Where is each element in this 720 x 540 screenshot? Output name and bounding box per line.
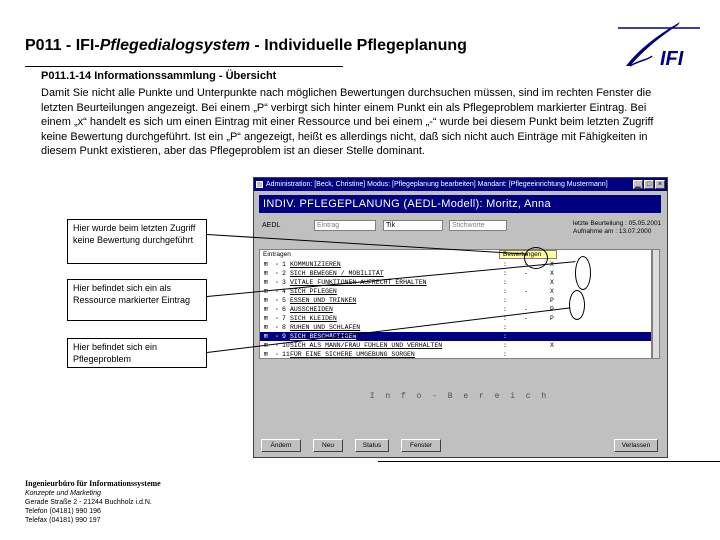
item-number: 10	[282, 342, 290, 349]
expand-icon[interactable]: ⊞	[264, 270, 268, 277]
list-item[interactable]	[260, 323, 651, 332]
entry-checkbox[interactable]: ▫	[275, 351, 279, 358]
expand-icon[interactable]: ⊞	[264, 279, 268, 286]
footer-phone: Telefon (04181) 990 196	[25, 508, 101, 515]
close-icon[interactable]: ×	[655, 180, 665, 189]
aedl-list	[259, 249, 652, 359]
item-label: SICH KLEIDEN	[290, 315, 337, 322]
item-label: SICH ALS MANN/FRAU FÜHLEN UND VERHALTEN	[290, 342, 443, 349]
item-separator: :	[503, 288, 507, 295]
highlight-circle-resource	[575, 256, 591, 290]
list-scrollbar[interactable]	[652, 249, 660, 359]
last-evaluation-date: letzte Beurteilung : 05.05.2001	[573, 220, 662, 227]
item-label: AUSSCHEIDEN	[290, 306, 333, 313]
evaluation-mark: P	[550, 297, 554, 304]
expand-icon[interactable]: ⊞	[264, 315, 268, 322]
item-separator: :	[503, 279, 507, 286]
expand-icon[interactable]: ⊞	[264, 297, 268, 304]
window-controls	[633, 180, 665, 189]
item-number: 9	[282, 333, 286, 340]
expand-icon[interactable]: ⊞	[264, 261, 268, 268]
item-separator: :	[503, 261, 507, 268]
ifi-logo	[618, 16, 700, 70]
item-number: 6	[282, 306, 286, 313]
item-number: 2	[282, 270, 286, 277]
body-paragraph: Damit Sie nicht alle Punkte und Unterpunkte nach möglichen Bewertungen durchsuchen müssen, sind im rechten Fenster die letzten Beurteilungen angezeigt. Bei einem „P“ verbirgt sich hinter einem Punkt ein als Pflegeproblem markierter Eintrag. Bei einem „x“ handelt es sich um einen Eintrag mit einer Ressource und bei einem „-“ wurde bei diesem Punkt beim letzten Zugriff keine Bewertung durchgeführt. Ist ein „P“ angezeigt, heißt es allerdings nicht, daß sich nicht auch Einträge mit Fähigkeiten in diesem Punkt existieren, aber das Pflegeproblem ist an dieser Stelle dominant.	[41, 87, 654, 157]
item-separator: :	[503, 324, 507, 331]
item-separator: :	[503, 270, 507, 277]
item-separator: :	[503, 315, 507, 322]
list-item[interactable]	[260, 350, 651, 359]
system-menu-icon[interactable]	[256, 181, 263, 188]
item-label: RUHEN UND SCHLAFEN	[290, 324, 361, 331]
callout-resource: Hier befindet sich ein als Ressource markierter Eintrag	[67, 279, 207, 321]
edit-button[interactable]: Ändern	[261, 439, 301, 452]
item-label: VITALE FUNKTIONEN AUFRECHT ERHALTEN	[290, 279, 427, 286]
list-item[interactable]	[260, 332, 651, 341]
entry-checkbox[interactable]: ▫	[275, 261, 279, 268]
footer-address: Gerade Straße 2 - 21244 Buchholz i.d.N.	[25, 499, 152, 506]
list-item[interactable]	[260, 260, 651, 269]
item-label: KOMMUNIZIEREN	[290, 261, 341, 268]
expand-icon[interactable]: ⊞	[264, 351, 268, 358]
tik-input[interactable]: Tik	[383, 220, 443, 231]
expand-icon[interactable]: ⊞	[264, 342, 268, 349]
button-bar	[259, 439, 661, 453]
item-label: ESSEN UND TRINKEN	[290, 297, 357, 304]
aedl-label: AEDL	[262, 222, 281, 229]
last-evaluation-mark: -	[524, 315, 528, 322]
info-area-label: I n f o - B e r e i c h	[369, 392, 550, 401]
entry-input[interactable]: Eintrag	[314, 220, 376, 231]
entry-checkbox[interactable]: ▫	[275, 279, 279, 286]
section-heading: P011.1-14 Informationssammlung - Übersicht	[41, 70, 277, 82]
entry-checkbox[interactable]: ▫	[275, 306, 279, 313]
app-window	[253, 177, 668, 458]
entry-checkbox[interactable]: ▫	[275, 324, 279, 331]
logo-text: IFI	[660, 48, 684, 70]
entry-checkbox[interactable]: ▫	[275, 270, 279, 277]
info-area	[259, 362, 660, 437]
item-label: SICH PFLEGEN	[290, 288, 337, 295]
item-separator: :	[503, 342, 507, 349]
expand-icon[interactable]: ⊞	[264, 333, 268, 340]
item-label: SICH BESCHÄFTIGEN	[290, 333, 357, 340]
entry-checkbox[interactable]: ▫	[275, 297, 279, 304]
item-number: 1	[282, 261, 286, 268]
item-number: 5	[282, 297, 286, 304]
footer	[25, 478, 161, 525]
evaluation-mark: X	[550, 342, 554, 349]
item-separator: :	[503, 297, 507, 304]
app-client-area	[257, 193, 664, 455]
footer-fax: Telefax (04181) 990 197	[25, 517, 101, 524]
window-titlebar[interactable]	[254, 178, 667, 191]
list-item[interactable]	[260, 296, 651, 305]
footer-subtitle: Konzepte und Marketing	[25, 490, 101, 497]
last-evaluation-mark: -	[524, 270, 528, 277]
list-header	[260, 250, 651, 259]
evaluation-mark: X	[550, 270, 554, 277]
highlight-circle-problem	[569, 290, 585, 320]
item-number: 3	[282, 279, 286, 286]
item-label: FÜR EINE SICHERE UMGEBUNG SORGEN	[290, 351, 415, 358]
list-item[interactable]	[260, 305, 651, 314]
footer-divider	[378, 461, 720, 462]
list-header-entries: Eintragen	[263, 251, 291, 258]
entry-checkbox[interactable]: ▫	[275, 288, 279, 295]
planning-header: INDIV. PFLEGEPLANUNG (AEDL-Modell): Moritz, Anna	[259, 195, 661, 213]
evaluation-mark: P	[550, 315, 554, 322]
list-item[interactable]	[260, 341, 651, 350]
last-evaluation-mark: -	[524, 261, 528, 268]
item-separator: :	[503, 351, 507, 358]
slide-title: P011 - IFI-Pflegedialogsystem - Individuelle Pflegeplanung	[25, 37, 467, 54]
footer-company: Ingenieurbüro für Informationssysteme	[25, 479, 161, 488]
entry-checkbox[interactable]: ▫	[275, 342, 279, 349]
new-button[interactable]: Neu	[313, 439, 343, 452]
keywords-input[interactable]: Stichworte	[449, 220, 507, 231]
item-separator: :	[503, 333, 507, 340]
list-item[interactable]	[260, 287, 651, 296]
expand-icon[interactable]: ⊞	[264, 306, 268, 313]
callout-care-problem: Hier befindet sich ein Pflegeproblem	[67, 338, 207, 368]
evaluation-mark: X	[550, 261, 554, 268]
item-label: SICH BEWEGEN / MOBILITÄT	[290, 270, 384, 277]
minimize-icon[interactable]: ▁	[633, 180, 643, 189]
window-button[interactable]: Fenster	[401, 439, 441, 452]
callout-no-evaluation: Hier wurde beim letzten Zugriff keine Bewertung durchgeführt	[67, 219, 207, 264]
admission-date: Aufnahme am : 13.07.2000	[573, 228, 652, 235]
entry-checkbox[interactable]: ▫	[275, 333, 279, 340]
evaluation-mark: X	[550, 288, 554, 295]
item-number: 8	[282, 324, 286, 331]
list-rows	[260, 260, 651, 359]
item-separator: :	[503, 306, 507, 313]
item-number: 4	[282, 288, 286, 295]
item-number: 7	[282, 315, 286, 322]
expand-icon[interactable]: ⊞	[264, 324, 268, 331]
entry-checkbox[interactable]: ▫	[275, 315, 279, 322]
expand-icon[interactable]: ⊞	[264, 288, 268, 295]
list-header-evaluations: Bewertungen	[499, 250, 557, 259]
exit-button[interactable]: Verlassen	[614, 439, 658, 452]
item-number: 11	[282, 351, 290, 358]
last-evaluation-mark: -	[524, 288, 528, 295]
status-button[interactable]: Status	[355, 439, 389, 452]
title-divider	[25, 66, 343, 67]
maximize-icon[interactable]: □	[644, 180, 654, 189]
evaluation-mark: P	[550, 306, 554, 313]
evaluation-mark: X	[550, 279, 554, 286]
last-evaluation-mark: -	[524, 306, 528, 313]
window-title: Administration: [Beck, Christine] Modus: [Pflegeplanung bearbeiten] Mandant: [Pflegeeinrichtung Mustermann]	[266, 181, 608, 188]
